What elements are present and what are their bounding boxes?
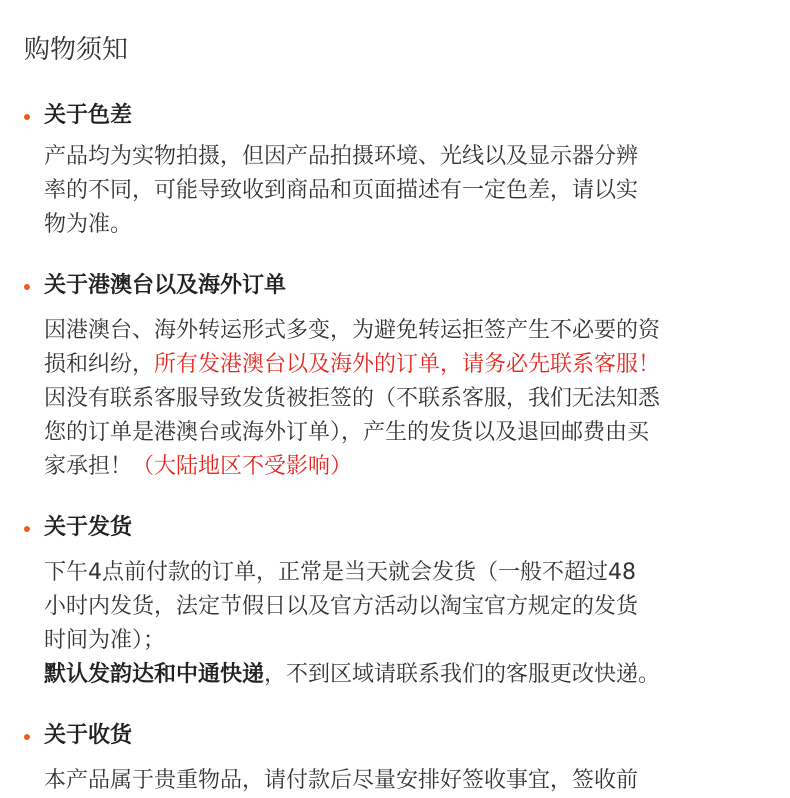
section-heading-row <box>0 268 790 304</box>
bullet-dot-icon <box>24 526 30 532</box>
page-title: 购物须知 <box>24 35 129 65</box>
bullet-dot-icon <box>24 734 30 740</box>
section-heading-row <box>0 510 790 546</box>
section-receiving <box>0 718 790 798</box>
body-text-normal: ，不到区域请联系我们的客服更改快递。 <box>264 662 661 687</box>
section-heading: 关于港澳台以及海外订单 <box>44 273 287 298</box>
body-text-line: 因没有联系客服导致发货被拒签的（不联系客服，我们无法知悉 <box>44 386 661 411</box>
body-text-line: 下午4点前付款的订单，正常是当天就会发货（一般不超过48 <box>44 560 636 585</box>
body-text-line: 物为准。 <box>44 212 133 237</box>
body-text-line: 您的订单是港澳台或海外订单），产生的发货以及退回邮费由买 <box>44 420 650 445</box>
bullet-dot-icon <box>24 114 30 120</box>
body-text-line: 时间为准）； <box>44 628 166 653</box>
body-text-line <box>44 658 790 692</box>
default-courier-note: 默认发韵达和中通快递 <box>44 662 265 687</box>
section-heading: 关于发货 <box>44 515 133 540</box>
body-text-line: 本产品属于贵重物品，请付款后尽量安排好签收事宜，签收前 <box>44 768 639 793</box>
mainland-exempt-note: （大陆地区不受影响） <box>132 454 353 479</box>
body-text-line: 因港澳台、海外转运形式多变，为避免转运拒签产生不必要的资 <box>44 318 661 343</box>
body-text-normal: 损和纠纷， <box>44 352 155 377</box>
body-text-line <box>44 450 790 484</box>
section-overseas-orders <box>0 268 790 484</box>
body-text-line: 产品均为实物拍摄，但因产品拍摄环境、光线以及显示器分辨 <box>44 144 639 169</box>
section-color-difference <box>0 98 790 242</box>
body-text-line: 小时内发货，法定节假日以及官方活动以淘宝官方规定的发货 <box>44 594 639 619</box>
bullet-dot-icon <box>24 284 30 290</box>
section-heading: 关于色差 <box>44 103 133 128</box>
body-text-normal: 家承担！ <box>44 454 133 479</box>
section-shipping <box>0 510 790 692</box>
section-heading-row <box>0 718 790 754</box>
section-heading-row <box>0 98 790 134</box>
section-heading: 关于收货 <box>44 723 133 748</box>
body-text-line: 率的不同，可能导致收到商品和页面描述有一定色差，请以实 <box>44 178 639 203</box>
body-text-line <box>44 348 790 382</box>
contact-service-warning: 所有发港澳台以及海外的订单，请务必先联系客服！ <box>154 352 661 377</box>
